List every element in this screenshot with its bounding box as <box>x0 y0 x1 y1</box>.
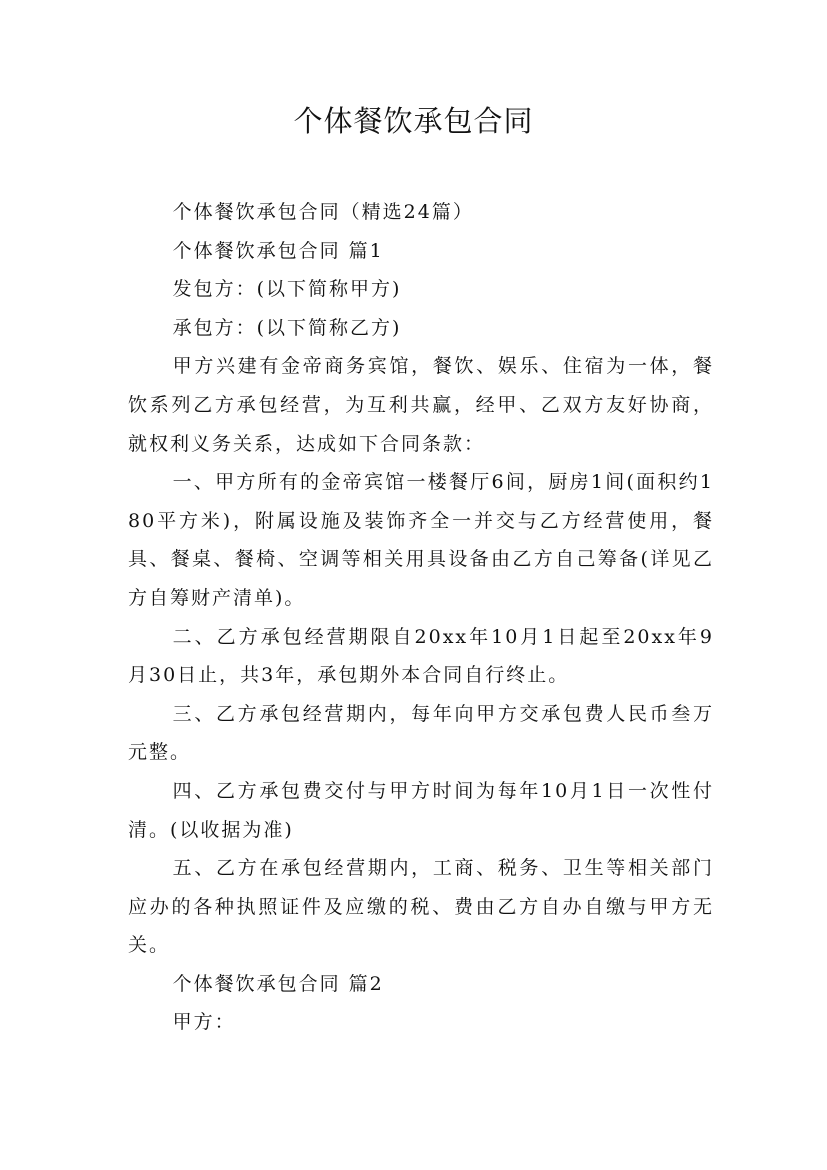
clause-3: 三、乙方承包经营期内，每年向甲方交承包费人民币叁万元整。 <box>128 702 714 764</box>
section-heading: 个体餐饮承包合同 篇2 <box>172 972 384 995</box>
section-heading: 个体餐饮承包合同 篇1 <box>172 239 384 262</box>
subtitle-paragraph: 个体餐饮承包合同（精选24篇） <box>172 201 474 223</box>
party-a-line: 发包方：(以下简称甲方) <box>172 278 402 301</box>
intro-paragraph: 甲方兴建有金帝商务宾馆，餐饮、娱乐、住宿为一体，餐饮系列乙方承包经营，为互利共赢，经甲、乙双方友好协商，就权利义务关系，达成如下合同条款： <box>128 355 714 455</box>
document-body <box>128 193 714 1042</box>
clause-2: 二、乙方承包经营期限自20xx年10月1日起至20xx年9月30日止，共3年，承包期外本合同自行终止。 <box>128 625 714 687</box>
party-a-line: 甲方： <box>172 1011 236 1034</box>
party-b-line: 承包方：(以下简称乙方) <box>172 316 402 339</box>
clause-5: 五、乙方在承包经营期内，工商、税务、卫生等相关部门应办的各种执照证件及应缴的税、费由乙方自办自缴与甲方无关。 <box>128 857 714 957</box>
clause-4: 四、乙方承包费交付与甲方时间为每年10月1日一次性付清。(以收据为准) <box>128 779 714 841</box>
clause-1: 一、甲方所有的金帝宾馆一楼餐厅6间，厨房1间(面积约180平方米)，附属设施及装饰齐全一并交与乙方经营使用，餐具、餐桌、餐椅、空调等相关用具设备由乙方自己筹备(详见乙方自筹财产清单)。 <box>128 471 714 609</box>
document-title: 个体餐饮承包合同 <box>293 104 534 138</box>
